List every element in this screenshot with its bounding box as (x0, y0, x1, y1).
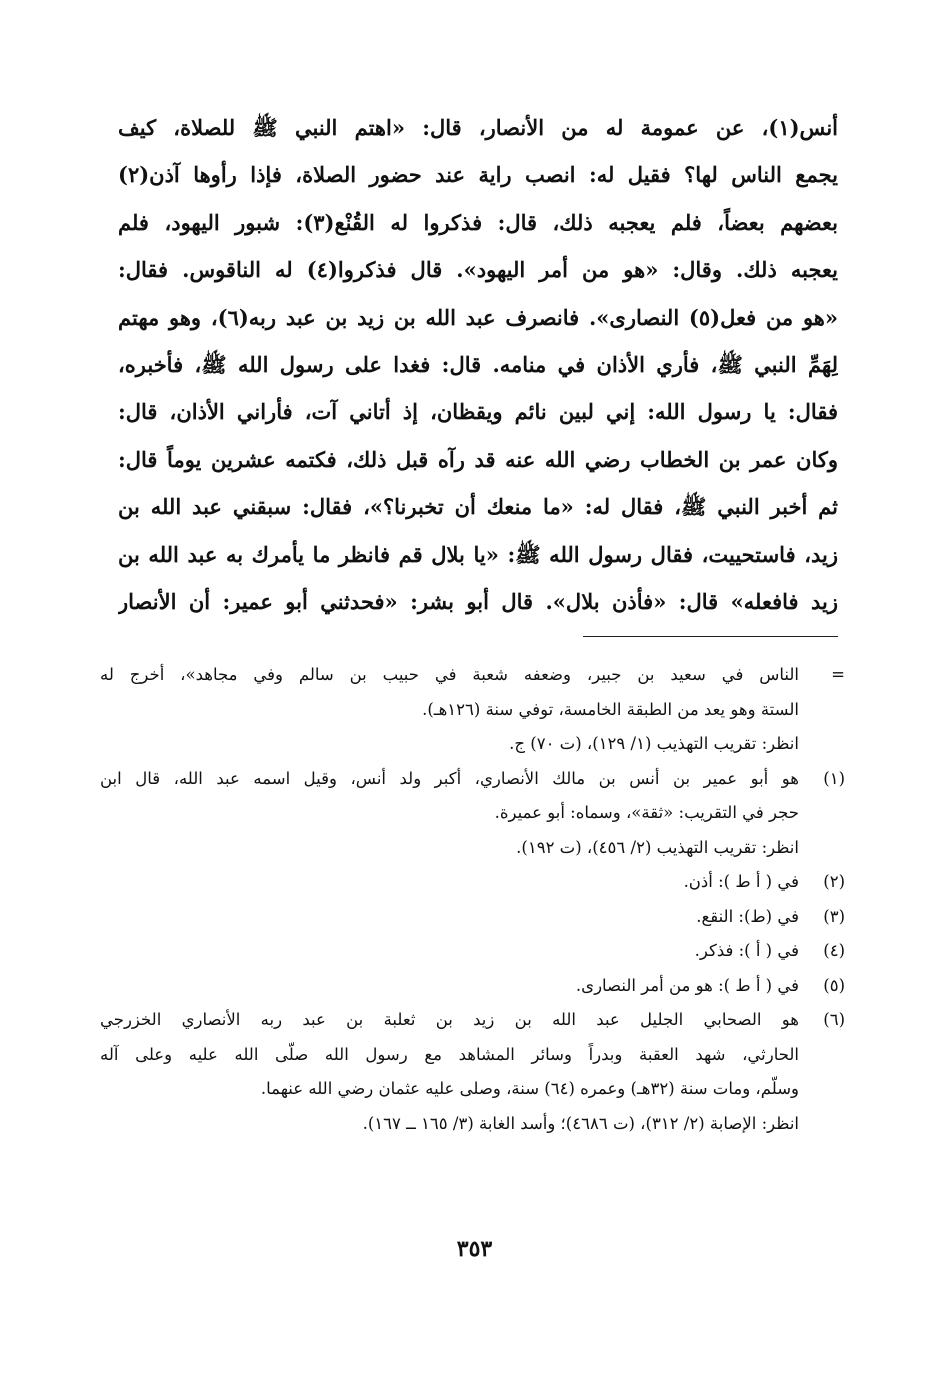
main-text-line: لِهَمِّ النبي ﷺ، فأري الأذان في منامه. قال: فغدا على رسول الله ﷺ، فأخبره، (118, 351, 838, 377)
footnote-marker: (٣) (823, 906, 845, 926)
main-text-line: «هو من فعل(٥) النصارى». فانصرف عبد الله بن زيد بن عبد ربه(٦)، وهو مهتم (118, 304, 838, 330)
footnote-5 (100, 969, 845, 1004)
footnote-separator (583, 636, 838, 637)
footnote-line (100, 693, 845, 728)
main-text-line: بعضهم بعضاً، فلم يعجبه ذلك، قال: فذكروا له القُنْع(٣): شبور اليهود، فلم (118, 209, 838, 235)
footnote-text: انظر: تقريب التهذيب (٢/ ٤٥٦)، (ت ١٩٢). (516, 837, 799, 857)
footnote-text: الستة وهو يعد من الطبقة الخامسة، توفي سنة (١٢٦هـ). (422, 699, 799, 719)
footnote-marker: (٥) (823, 975, 845, 995)
footnote-line (100, 1003, 845, 1038)
main-text-line: ثم أخبر النبي ﷺ، فقال له: «ما منعك أن تخبرنا؟»، فقال: سبقني عبد الله بن (118, 494, 838, 520)
footnote-6 (100, 1003, 845, 1141)
main-text-line: زيد فافعله» قال: «فأذن بلال». قال أبو بشر: «فحدثني أبو عمير: أن الأنصار (118, 588, 838, 614)
page-number: ٣٥٣ (456, 1236, 493, 1262)
footnote-1 (100, 762, 845, 866)
footnote-line (100, 1072, 845, 1107)
main-text-line: وكان عمر بن الخطاب رضي الله عنه قد رآه قبل ذلك، فكتمه عشرين يوماً قال: (118, 446, 838, 472)
footnote-2 (100, 865, 845, 900)
footnote-text: انظر: الإصابة (٢/ ٣١٢)، (ت ٤٦٨٦)؛ وأسد الغابة (٣/ ١٦٥ ــ ١٦٧). (362, 1113, 799, 1133)
main-text-line: يعجبه ذلك. وقال: «هو من أمر اليهود». قال فذكروا(٤) له الناقوس. فقال: (118, 257, 838, 283)
footnote-marker: (٢) (823, 872, 845, 891)
footnote-line (100, 969, 845, 1004)
footnote-line (100, 658, 845, 693)
footnote-text: انظر: تقريب التهذيب (١/ ١٢٩)، (ت ٧٠) ج. (509, 734, 799, 753)
footnote-text: في ( أ ط ): أذن. (683, 872, 799, 891)
main-text (118, 104, 838, 625)
footnote-3 (100, 900, 845, 935)
footnote-text: وسلّم، ومات سنة (٣٢هـ) وعمره (٦٤) سنة، وصلى عليه عثمان رضي الله عنهما. (260, 1079, 799, 1098)
main-text-line: فقال: يا رسول الله: إني لبين نائم ويقظان، إذ أتاني آت، فأراني الأذان، قال: (118, 399, 838, 425)
footnote-line (100, 762, 845, 797)
footnote-text: في (ط): النقع. (696, 906, 799, 926)
footnote-line (100, 796, 845, 831)
main-text-line: زيد، فاستحييت، فقال رسول الله ﷺ: «يا بلال قم فانظر ما يأمرك به عبد الله بن (118, 541, 838, 567)
footnote-4 (100, 934, 845, 969)
footnote-line (100, 934, 845, 969)
footnote-marker: (١) (823, 768, 845, 788)
footnote-text: هو الصحابي الجليل عبد الله بن زيد بن ثعلبة بن عبد ربه الأنصاري الخزرجي (100, 1010, 799, 1029)
footnote-continued (100, 658, 845, 762)
main-text-line: أنس(١)، عن عمومة له من الأنصار، قال: «اهتم النبي ﷺ للصلاة، كيف (118, 115, 838, 140)
main-text-line: يجمع الناس لها؟ فقيل له: انصب راية عند حضور الصلاة، فإذا رأوها آذن(٢) (118, 162, 838, 188)
footnote-text: حجر في التقريب: «ثقة»، وسماه: أبو عميرة. (494, 803, 799, 822)
footnote-marker: (٤) (823, 941, 845, 960)
footnote-marker: (٦) (823, 1010, 845, 1029)
footnote-line (100, 1038, 845, 1073)
footnote-line (100, 865, 845, 900)
footnote-line (100, 900, 845, 935)
footnote-marker: = (831, 665, 845, 684)
footnote-text: الناس في سعيد بن جبير، وضعفه شعبة في حبيب بن سالم وفي مجاهد»، أخرج له (100, 665, 799, 684)
footnote-text: الحارثي، شهد العقبة وبدراً وسائر المشاهد مع رسول الله صلّى الله عليه وعلى آله (100, 1044, 799, 1064)
footnote-text: في ( أ ط ): هو من أمر النصارى. (575, 975, 799, 995)
footnote-line (100, 831, 845, 866)
footnote-text: هو أبو عمير بن أنس بن مالك الأنصاري، أكبر ولد أنس، وقيل اسمه عبد الله، قال ابن (100, 768, 799, 788)
footnote-line (100, 1107, 845, 1142)
footnotes (100, 658, 845, 1141)
footnote-line (100, 727, 845, 762)
footnote-text: في ( أ ): فذكر. (694, 941, 799, 960)
